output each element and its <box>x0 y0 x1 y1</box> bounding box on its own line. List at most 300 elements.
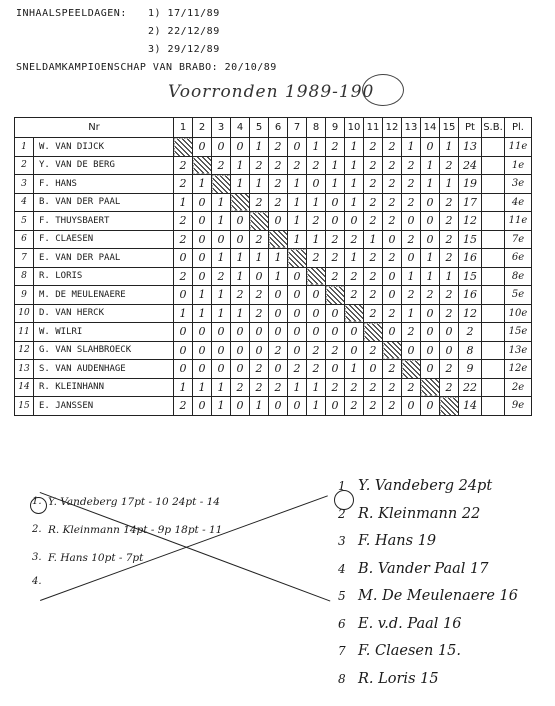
score-cell: 2 <box>364 378 383 397</box>
score-cell: 0 <box>269 360 288 379</box>
score-cell: 1 <box>364 230 383 249</box>
player-number: 15 <box>15 397 34 416</box>
score-cell: 0 <box>421 397 440 416</box>
score-cell: 1 <box>231 249 250 268</box>
points-cell: 12 <box>459 212 482 231</box>
place-cell: 2e <box>505 378 532 397</box>
left-note-num: 3. <box>32 552 42 563</box>
points-cell: 2 <box>459 323 482 342</box>
score-cell: 2 <box>307 360 326 379</box>
score-cell: 1 <box>250 249 269 268</box>
score-cell: 1 <box>250 138 269 157</box>
score-cell: 0 <box>231 323 250 342</box>
score-cell: 0 <box>307 175 326 194</box>
self-match-cell <box>326 286 345 305</box>
score-cell: 0 <box>250 341 269 360</box>
handwritten-title: Voorronden 1989-190 <box>168 82 375 102</box>
table-row <box>15 397 532 416</box>
score-cell: 2 <box>364 249 383 268</box>
score-cell: 2 <box>364 193 383 212</box>
score-cell: 1 <box>231 304 250 323</box>
score-cell: 0 <box>212 138 231 157</box>
score-cell: 1 <box>193 378 212 397</box>
cross-out-line <box>40 495 328 601</box>
score-cell: 2 <box>440 378 459 397</box>
score-cell: 2 <box>383 397 402 416</box>
score-cell: 1 <box>345 193 364 212</box>
score-cell: 2 <box>269 175 288 194</box>
ranking-number: 7 <box>338 644 346 658</box>
ranking-text: F. Hans 19 <box>358 533 437 549</box>
score-cell: 0 <box>421 304 440 323</box>
ranking-text: F. Claesen 15. <box>358 643 462 659</box>
score-cell: 0 <box>212 360 231 379</box>
score-cell: 0 <box>269 397 288 416</box>
column-header: 9 <box>326 118 345 138</box>
column-header: 7 <box>288 118 307 138</box>
player-number: 6 <box>15 230 34 249</box>
score-cell: 1 <box>421 175 440 194</box>
title-circle-mark <box>362 74 404 106</box>
score-cell: 2 <box>212 267 231 286</box>
score-cell: 0 <box>402 397 421 416</box>
sb-cell <box>482 286 505 305</box>
player-number: 12 <box>15 341 34 360</box>
score-cell: 2 <box>250 286 269 305</box>
championship-line: SNELDAMKAMPIOENSCHAP VAN BRABO: 20/10/89 <box>16 62 277 73</box>
place-cell: 1e <box>505 156 532 175</box>
player-name: Y. VAN DE BERG <box>34 156 174 175</box>
score-cell: 0 <box>326 212 345 231</box>
score-cell: 2 <box>269 138 288 157</box>
table-row <box>15 286 532 305</box>
table-row <box>15 156 532 175</box>
score-cell: 1 <box>421 267 440 286</box>
column-header: 3 <box>212 118 231 138</box>
score-cell: 2 <box>269 156 288 175</box>
player-number: 8 <box>15 267 34 286</box>
score-cell: 0 <box>193 397 212 416</box>
score-cell: 1 <box>288 230 307 249</box>
score-cell: 0 <box>193 212 212 231</box>
table-row <box>15 323 532 342</box>
score-cell: 2 <box>345 378 364 397</box>
score-cell: 2 <box>402 156 421 175</box>
column-header: 12 <box>383 118 402 138</box>
sb-cell <box>482 267 505 286</box>
score-cell: 0 <box>212 230 231 249</box>
score-cell: 1 <box>212 286 231 305</box>
points-cell: 15 <box>459 230 482 249</box>
score-cell: 2 <box>212 156 231 175</box>
score-cell: 1 <box>212 378 231 397</box>
score-cell: 0 <box>174 323 193 342</box>
score-cell: 0 <box>288 323 307 342</box>
score-cell: 1 <box>212 304 231 323</box>
self-match-cell <box>288 249 307 268</box>
table-row <box>15 341 532 360</box>
score-cell: 2 <box>326 138 345 157</box>
player-name: G. VAN SLAHBROECK <box>34 341 174 360</box>
score-cell: 1 <box>345 249 364 268</box>
score-cell: 1 <box>307 138 326 157</box>
column-header: 8 <box>307 118 326 138</box>
score-cell: 2 <box>383 212 402 231</box>
ranking-number: 4 <box>338 561 346 576</box>
score-cell: 0 <box>440 323 459 342</box>
score-cell: 2 <box>402 286 421 305</box>
self-match-cell <box>307 267 326 286</box>
sb-cell <box>482 138 505 157</box>
score-cell: 0 <box>193 323 212 342</box>
table-row <box>15 212 532 231</box>
score-cell: 0 <box>288 138 307 157</box>
self-match-cell <box>212 175 231 194</box>
place-cell: 11e <box>505 138 532 157</box>
score-cell: 1 <box>402 267 421 286</box>
score-cell: 2 <box>174 156 193 175</box>
score-cell: 1 <box>174 304 193 323</box>
ranking-item <box>338 671 439 687</box>
player-number: 9 <box>15 286 34 305</box>
score-cell: 0 <box>174 249 193 268</box>
player-number: 4 <box>15 193 34 212</box>
score-cell: 1 <box>250 397 269 416</box>
score-cell: 2 <box>345 267 364 286</box>
ranking-item <box>338 561 489 577</box>
score-cell: 1 <box>288 193 307 212</box>
points-cell: 14 <box>459 397 482 416</box>
score-cell: 2 <box>307 156 326 175</box>
score-cell: 0 <box>269 286 288 305</box>
score-cell: 2 <box>364 138 383 157</box>
score-cell: 0 <box>193 138 212 157</box>
left-note-text: Y. Vandeberg 17pt - 10 24pt - 14 <box>48 496 220 508</box>
score-cell: 0 <box>193 249 212 268</box>
score-cell: 2 <box>345 230 364 249</box>
points-cell: 8 <box>459 341 482 360</box>
score-cell: 2 <box>174 397 193 416</box>
score-cell: 0 <box>421 193 440 212</box>
score-cell: 2 <box>345 286 364 305</box>
score-cell: 2 <box>307 212 326 231</box>
self-match-cell <box>383 341 402 360</box>
ranking-text: Y. Vandeberg 24pt <box>358 478 493 494</box>
score-cell: 0 <box>345 323 364 342</box>
score-cell: 2 <box>440 360 459 379</box>
score-cell: 1 <box>402 304 421 323</box>
score-cell: 0 <box>231 341 250 360</box>
score-cell: 1 <box>440 175 459 194</box>
points-cell: 9 <box>459 360 482 379</box>
sb-cell <box>482 156 505 175</box>
score-cell: 0 <box>364 360 383 379</box>
score-cell: 1 <box>345 360 364 379</box>
column-header: 11 <box>364 118 383 138</box>
score-cell: 0 <box>193 341 212 360</box>
score-cell: 2 <box>440 230 459 249</box>
ranking-number: 6 <box>338 616 346 631</box>
sb-cell <box>482 212 505 231</box>
score-cell: 2 <box>250 360 269 379</box>
column-header: 13 <box>402 118 421 138</box>
table-row <box>15 267 532 286</box>
table-row <box>15 230 532 249</box>
column-header: 5 <box>250 118 269 138</box>
score-cell: 2 <box>440 193 459 212</box>
score-cell: 2 <box>326 341 345 360</box>
score-cell: 0 <box>421 360 440 379</box>
score-cell: 1 <box>193 286 212 305</box>
score-cell: 2 <box>364 267 383 286</box>
score-cell: 2 <box>174 212 193 231</box>
score-cell: 1 <box>326 175 345 194</box>
left-note-num: 1. <box>32 496 42 507</box>
ranking-item <box>338 616 461 632</box>
player-number: 14 <box>15 378 34 397</box>
self-match-cell <box>193 156 212 175</box>
left-note-num: 4. <box>32 576 42 587</box>
score-cell: 0 <box>421 323 440 342</box>
score-cell: 2 <box>364 341 383 360</box>
score-cell: 2 <box>250 378 269 397</box>
score-cell: 1 <box>440 267 459 286</box>
score-cell: 0 <box>421 230 440 249</box>
player-name: E. JANSSEN <box>34 397 174 416</box>
score-cell: 0 <box>402 212 421 231</box>
left-note-4 <box>32 576 48 588</box>
score-cell: 0 <box>326 304 345 323</box>
player-name: B. VAN DER PAAL <box>34 193 174 212</box>
column-header: Nr <box>15 118 174 138</box>
sb-cell <box>482 230 505 249</box>
column-header: 4 <box>231 118 250 138</box>
score-cell: 2 <box>326 249 345 268</box>
self-match-cell <box>250 212 269 231</box>
score-cell: 2 <box>174 267 193 286</box>
player-name: F. HANS <box>34 175 174 194</box>
inhaal-date-2: 2) 22/12/89 <box>148 26 220 37</box>
score-cell: 1 <box>421 249 440 268</box>
score-cell: 2 <box>440 286 459 305</box>
ranking-text: R. Kleinmann 22 <box>358 505 481 522</box>
score-cell: 1 <box>421 156 440 175</box>
place-cell: 4e <box>505 193 532 212</box>
sb-cell <box>482 175 505 194</box>
points-cell: 12 <box>459 304 482 323</box>
column-header: 6 <box>269 118 288 138</box>
score-cell: 0 <box>421 138 440 157</box>
player-number: 5 <box>15 212 34 231</box>
score-cell: 0 <box>193 267 212 286</box>
points-cell: 22 <box>459 378 482 397</box>
left-note-text: F. Hans 10pt - 7pt <box>48 552 144 564</box>
player-number: 7 <box>15 249 34 268</box>
score-cell: 0 <box>250 267 269 286</box>
player-number: 2 <box>15 156 34 175</box>
score-cell: 1 <box>345 156 364 175</box>
sb-cell <box>482 378 505 397</box>
score-cell: 0 <box>307 304 326 323</box>
self-match-cell <box>231 193 250 212</box>
score-cell: 2 <box>288 156 307 175</box>
score-cell: 2 <box>345 397 364 416</box>
score-cell: 1 <box>269 249 288 268</box>
score-cell: 2 <box>174 230 193 249</box>
score-cell: 0 <box>231 397 250 416</box>
score-cell: 1 <box>193 304 212 323</box>
score-cell: 0 <box>421 341 440 360</box>
table-body <box>15 138 532 416</box>
score-cell: 2 <box>326 378 345 397</box>
place-cell: 8e <box>505 267 532 286</box>
score-cell: 2 <box>421 286 440 305</box>
score-cell: 2 <box>250 193 269 212</box>
score-cell: 0 <box>288 286 307 305</box>
score-cell: 0 <box>288 267 307 286</box>
score-cell: 2 <box>383 175 402 194</box>
score-cell: 1 <box>231 156 250 175</box>
self-match-cell <box>421 378 440 397</box>
score-cell: 2 <box>440 249 459 268</box>
ranking-item <box>338 533 436 549</box>
place-cell: 15e <box>505 323 532 342</box>
score-cell: 1 <box>345 138 364 157</box>
score-cell: 1 <box>288 175 307 194</box>
left-note-text: R. Kleinmann 14pt - 9p 18pt - 11 <box>48 524 223 536</box>
player-name: R. LORIS <box>34 267 174 286</box>
score-cell: 0 <box>269 323 288 342</box>
points-cell: 17 <box>459 193 482 212</box>
player-number: 11 <box>15 323 34 342</box>
score-cell: 2 <box>326 230 345 249</box>
score-cell: 2 <box>402 230 421 249</box>
place-cell: 9e <box>505 397 532 416</box>
score-cell: 0 <box>212 323 231 342</box>
player-name: D. VAN HERCK <box>34 304 174 323</box>
score-cell: 0 <box>326 397 345 416</box>
player-number: 10 <box>15 304 34 323</box>
score-cell: 1 <box>288 378 307 397</box>
score-cell: 0 <box>383 286 402 305</box>
ranking-item <box>338 588 518 604</box>
score-cell: 1 <box>212 249 231 268</box>
place-cell: 13e <box>505 341 532 360</box>
score-cell: 0 <box>440 341 459 360</box>
score-cell: 1 <box>307 193 326 212</box>
sb-cell <box>482 360 505 379</box>
score-cell: 1 <box>212 212 231 231</box>
self-match-cell <box>345 304 364 323</box>
ranking-text: M. De Meulenaere 16 <box>358 588 519 604</box>
score-cell: 0 <box>326 360 345 379</box>
score-cell: 2 <box>269 341 288 360</box>
score-cell: 1 <box>269 267 288 286</box>
score-cell: 2 <box>383 378 402 397</box>
table-header-row <box>15 118 532 138</box>
score-cell: 2 <box>402 323 421 342</box>
score-cell: 0 <box>288 341 307 360</box>
ranking-text: B. Vander Paal 17 <box>358 560 489 577</box>
inhaal-date-3: 3) 29/12/89 <box>148 44 220 55</box>
player-name: R. KLEINHANN <box>34 378 174 397</box>
score-cell: 2 <box>250 156 269 175</box>
score-cell: 0 <box>269 304 288 323</box>
player-number: 3 <box>15 175 34 194</box>
ranking-text: R. Loris 15 <box>358 670 439 687</box>
score-cell: 2 <box>250 304 269 323</box>
table-row <box>15 175 532 194</box>
score-cell: 1 <box>212 193 231 212</box>
points-cell: 19 <box>459 175 482 194</box>
score-cell: 1 <box>326 156 345 175</box>
ranking-text: E. v.d. Paal 16 <box>358 615 462 632</box>
points-cell: 15 <box>459 267 482 286</box>
score-table <box>14 117 532 416</box>
score-cell: 0 <box>174 286 193 305</box>
ranking-number: 3 <box>338 534 346 548</box>
player-name: F. CLAESEN <box>34 230 174 249</box>
player-number: 1 <box>15 138 34 157</box>
score-cell: 2 <box>383 138 402 157</box>
score-cell: 0 <box>231 212 250 231</box>
score-cell: 2 <box>440 304 459 323</box>
score-cell: 1 <box>250 175 269 194</box>
score-cell: 1 <box>440 138 459 157</box>
place-cell: 11e <box>505 212 532 231</box>
left-note-3 <box>32 552 144 564</box>
player-number: 13 <box>15 360 34 379</box>
inhaal-label: INHAALSPEELDAGEN: <box>16 8 127 19</box>
score-cell: 2 <box>383 156 402 175</box>
score-cell: 0 <box>193 230 212 249</box>
self-match-cell <box>440 397 459 416</box>
score-cell: 1 <box>307 397 326 416</box>
points-cell: 16 <box>459 249 482 268</box>
player-name: E. VAN DER PAAL <box>34 249 174 268</box>
ranking-number: 5 <box>338 589 346 603</box>
place-cell: 5e <box>505 286 532 305</box>
score-cell: 1 <box>212 397 231 416</box>
score-cell: 0 <box>402 249 421 268</box>
score-cell: 2 <box>250 230 269 249</box>
score-cell: 2 <box>364 156 383 175</box>
score-cell: 0 <box>212 341 231 360</box>
table-row <box>15 193 532 212</box>
score-cell: 2 <box>383 249 402 268</box>
score-cell: 1 <box>193 175 212 194</box>
column-header: 10 <box>345 118 364 138</box>
inhaal-date-1: 1) 17/11/89 <box>148 8 220 19</box>
ranking-number: 8 <box>338 671 346 686</box>
player-name: S. VAN AUDENHAGE <box>34 360 174 379</box>
score-cell: 0 <box>345 212 364 231</box>
score-cell: 0 <box>326 193 345 212</box>
score-cell: 0 <box>269 212 288 231</box>
score-cell: 0 <box>288 304 307 323</box>
score-cell: 2 <box>364 397 383 416</box>
score-cell: 2 <box>307 341 326 360</box>
score-cell: 2 <box>383 360 402 379</box>
score-cell: 0 <box>307 323 326 342</box>
score-cell: 0 <box>174 341 193 360</box>
score-cell: 1 <box>307 230 326 249</box>
score-cell: 0 <box>250 323 269 342</box>
score-cell: 0 <box>193 360 212 379</box>
ranking-number: 2 <box>338 506 346 521</box>
place-cell: 12e <box>505 360 532 379</box>
score-cell: 0 <box>326 323 345 342</box>
